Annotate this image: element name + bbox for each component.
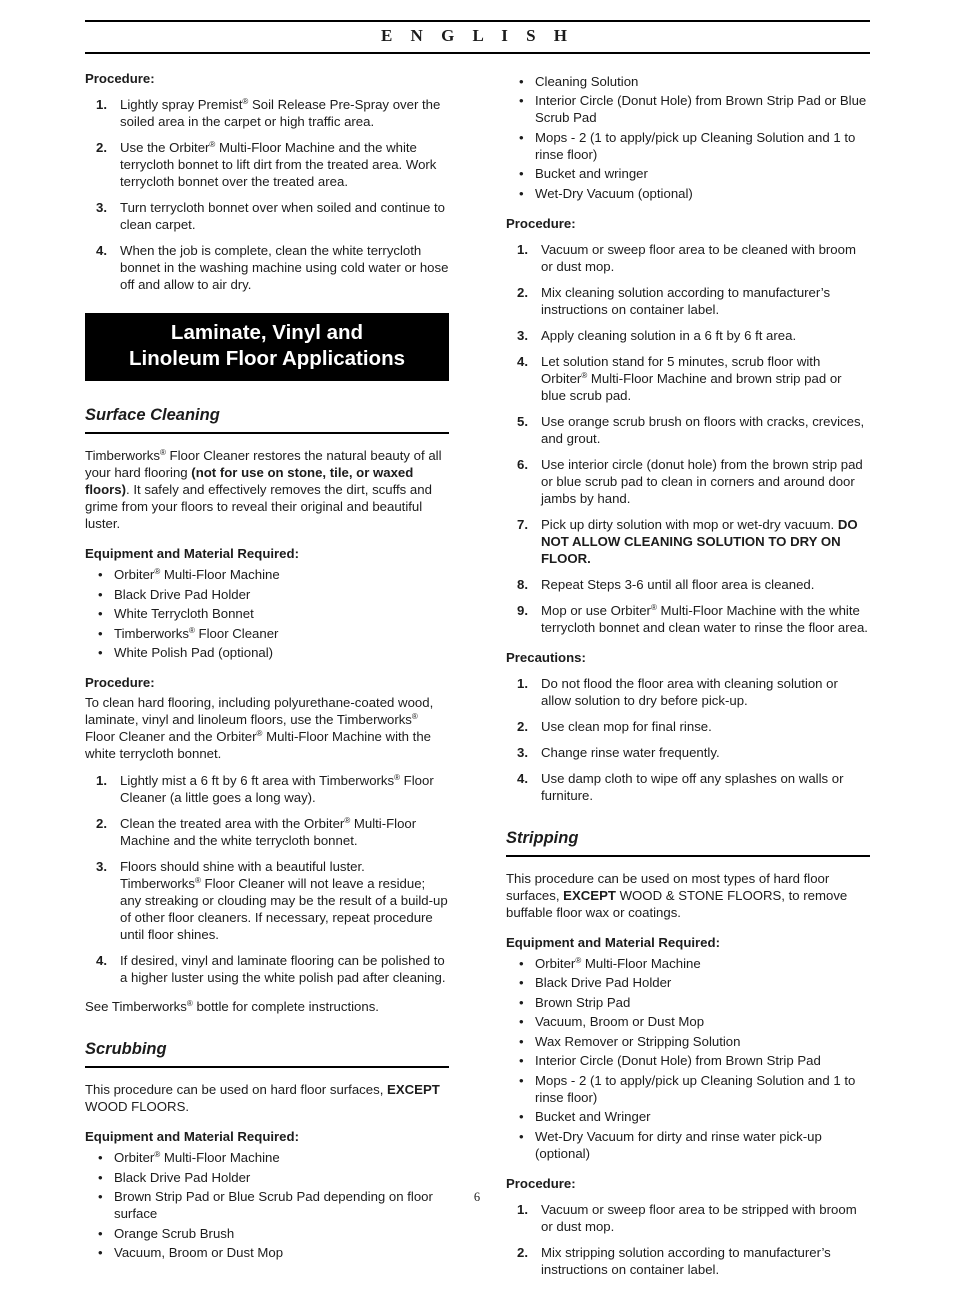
paragraph: This procedure can be used on hard floor surfaces, EXCEPT WOOD FLOORS. [85, 1082, 440, 1114]
item-text: Clean the treated area with the Orbiter® Multi-Floor Machine and the white terrycloth bonnet. [120, 816, 417, 848]
item-text: White Polish Pad (optional) [114, 645, 274, 660]
page-number: 6 [473, 1190, 481, 1204]
numbered-item [85, 242, 449, 293]
numbered-list [85, 96, 449, 293]
registered-mark: ® [188, 625, 195, 635]
subheading: Precautions: [506, 649, 586, 665]
item-text: Vacuum, Broom or Dust Mop [535, 1014, 705, 1029]
bullet-icon: • [519, 994, 524, 1010]
numbered-item [85, 96, 449, 130]
numbered-item [506, 576, 870, 593]
registered-mark: ® [575, 955, 582, 965]
registered-mark: ® [194, 876, 201, 885]
item-number: 4. [96, 243, 107, 258]
item-text: Brown Strip Pad [535, 994, 631, 1010]
registered-mark: ® [411, 712, 418, 721]
item-text: Mop or use Orbiter® Multi-Floor Machine with the white terrycloth bonnet and clean water to rinse the floor area. [541, 602, 868, 635]
item-text: Timberworks® Floor Cleaner [114, 625, 279, 641]
item-number: 1. [96, 97, 107, 112]
bullet-icon: • [519, 166, 524, 181]
bullet-icon: • [519, 1033, 524, 1049]
paragraph: Timberworks® Floor Cleaner restores the natural beauty of all your hard flooring (not for use on stone, tile, or waxed floors). It safely and effectively removes the dirt, scuffs and grime from your floors to reveal their original and beautiful luster. [85, 448, 442, 531]
bullet-icon: • [519, 129, 524, 145]
item-text: Bucket and wringer [535, 166, 648, 181]
bullet-icon: • [519, 1072, 524, 1088]
item-number: 8. [517, 576, 528, 592]
bullet-item [85, 605, 449, 622]
numbered-item [85, 952, 449, 986]
numbered-item [506, 413, 870, 447]
item-text: Turn terrycloth bonnet over when soiled and continue to clean carpet. [120, 200, 445, 232]
item-number: 3. [96, 859, 107, 874]
bullet-icon: • [98, 625, 103, 641]
numbered-item [506, 284, 870, 318]
item-text: Orbiter® Multi-Floor Machine [535, 955, 701, 971]
bullet-icon: • [98, 1245, 103, 1260]
bullet-list [506, 955, 870, 1162]
item-text: Black Drive Pad Holder [114, 1169, 251, 1185]
bullet-item [85, 1169, 449, 1186]
numbered-item [85, 199, 449, 233]
bullet-item [506, 955, 870, 972]
item-text: Use the Orbiter® Multi-Floor Machine and the white terrycloth bonnet to lift dirt from the treated area. Work terrycloth bonnet over the treated area. [120, 140, 437, 189]
numbered-item [506, 744, 870, 761]
paragraph: See Timberworks® bottle for complete instructions. [85, 999, 379, 1014]
bullet-item [506, 1013, 870, 1030]
bullet-icon: • [519, 1109, 524, 1124]
registered-mark: ® [256, 729, 263, 738]
item-text: Interior Circle (Donut Hole) from Brown Strip Pad or Blue Scrub Pad [535, 93, 867, 125]
item-text: Wet-Dry Vacuum for dirty and rinse water pick-up (optional) [535, 1128, 822, 1161]
numbered-item [506, 456, 870, 507]
item-number: 3. [96, 200, 107, 215]
item-number: 3. [517, 744, 528, 760]
bullet-icon: • [519, 73, 524, 89]
bullet-item [506, 1033, 870, 1050]
item-text: Lightly mist a 6 ft by 6 ft area with Timberworks® Floor Cleaner (a little goes a long way). [120, 773, 434, 805]
bullet-item [85, 625, 449, 642]
bullet-icon: • [98, 567, 103, 582]
item-number: 6. [517, 456, 528, 472]
bullet-item [85, 566, 449, 583]
section-heading: Stripping [506, 828, 870, 857]
bullet-item [85, 586, 449, 603]
item-text: Wet-Dry Vacuum (optional) [535, 185, 693, 201]
item-text: Use clean mop for final rinse. [541, 718, 712, 734]
bullet-item [85, 1149, 449, 1166]
numbered-item [85, 858, 449, 943]
registered-mark: ® [159, 448, 166, 457]
bullet-icon: • [519, 1014, 524, 1029]
item-text: Orbiter® Multi-Floor Machine [114, 567, 280, 582]
numbered-item [85, 815, 449, 849]
bullet-list [506, 73, 870, 202]
numbered-item [506, 1201, 870, 1235]
bullet-item [85, 1244, 449, 1261]
bullet-icon: • [519, 975, 524, 990]
numbered-item [85, 772, 449, 806]
item-text: Interior Circle (Donut Hole) from Brown Strip Pad [535, 1053, 821, 1068]
item-text: When the job is complete, clean the white terrycloth bonnet in the washing machine using cold water or hose off and allow to air dry. [120, 243, 449, 292]
registered-mark: ® [650, 602, 657, 612]
numbered-item [506, 718, 870, 735]
registered-mark: ® [209, 140, 216, 149]
numbered-list [506, 1201, 870, 1278]
bullet-list [85, 566, 449, 661]
bullet-icon: • [98, 1225, 103, 1241]
item-text: Pick up dirty solution with mop or wet-dry vacuum. DO NOT ALLOW CLEANING SOLUTION TO DRY ON FLOOR. [541, 516, 858, 566]
item-text: Brown Strip Pad or Blue Scrub Pad depending on floor surface [114, 1189, 433, 1221]
bullet-item [85, 1225, 449, 1242]
item-text: Orange Scrub Brush [114, 1225, 235, 1241]
item-text: Wax Remover or Stripping Solution [535, 1033, 741, 1049]
item-number: 2. [517, 1244, 528, 1260]
paragraph: This procedure can be used on most types of hard floor surfaces, EXCEPT WOOD & STONE FLOORS, to remove buffable floor wax or coatings. [506, 870, 848, 920]
bullet-item [506, 1128, 870, 1162]
numbered-list [85, 772, 449, 986]
item-number: 1. [517, 675, 528, 691]
item-text: Mops - 2 (1 to apply/pick up Cleaning Solution and 1 to rinse floor) [535, 1072, 856, 1105]
item-number: 7. [517, 516, 528, 532]
registered-mark: ® [242, 97, 249, 106]
bullet-icon: • [98, 586, 103, 602]
section-heading: Scrubbing [85, 1039, 449, 1068]
item-text: Orbiter® Multi-Floor Machine [114, 1150, 280, 1165]
numbered-item [506, 675, 870, 709]
two-column-layout [85, 70, 870, 1290]
numbered-item [506, 241, 870, 275]
numbered-list [506, 241, 870, 636]
item-text: Black Drive Pad Holder [535, 975, 672, 990]
item-number: 4. [517, 770, 528, 786]
bullet-icon: • [98, 1150, 103, 1165]
item-text: Lightly spray Premist® Soil Release Pre-Spray over the soiled area in the carpet or high traffic area. [120, 97, 441, 129]
item-number: 1. [96, 773, 107, 788]
subheading: Equipment and Material Required: [85, 546, 299, 561]
bullet-icon: • [519, 955, 524, 971]
registered-mark: ® [581, 370, 588, 380]
item-text: Vacuum or sweep floor area to be cleaned with broom or dust mop. [541, 241, 856, 274]
item-text: Mix stripping solution according to manufacturer’s instructions on container label. [541, 1244, 831, 1277]
bullet-icon: • [98, 1169, 103, 1185]
bullet-item [506, 92, 870, 126]
item-number: 2. [96, 816, 107, 831]
item-text: Vacuum or sweep floor area to be stripped with broom or dust mop. [541, 1201, 857, 1234]
item-text: Mops - 2 (1 to apply/pick up Cleaning Solution and 1 to rinse floor) [535, 129, 856, 162]
numbered-list [506, 675, 870, 804]
numbered-item [85, 139, 449, 190]
item-number: 1. [517, 1201, 528, 1217]
item-text: Mix cleaning solution according to manufacturer’s instructions on container label. [541, 284, 831, 317]
bullet-icon: • [98, 606, 103, 621]
registered-mark: ® [344, 816, 351, 825]
bullet-list [85, 1149, 449, 1261]
item-text: Floors should shine with a beautiful luster. Timberworks® Floor Cleaner will not leave a residue; any streaking or clouding may be the result of a build-up of other floor cleaners. If necessary, repeat procedure until floor shines. [120, 859, 448, 942]
item-number: 1. [517, 241, 528, 257]
registered-mark: ® [154, 1150, 161, 1159]
item-text: Change rinse water frequently. [541, 744, 720, 760]
item-text: Vacuum, Broom or Dust Mop [114, 1245, 284, 1260]
item-number: 5. [517, 413, 528, 429]
subheading: Procedure: [85, 675, 155, 690]
numbered-item [506, 327, 870, 344]
numbered-item [506, 770, 870, 804]
section-banner [85, 313, 449, 381]
numbered-item [506, 602, 870, 636]
bullet-item [506, 129, 870, 163]
bullet-icon: • [98, 1189, 103, 1204]
subheading: Procedure: [506, 1175, 576, 1191]
item-text: White Terrycloth Bonnet [114, 606, 254, 621]
item-text: Use damp cloth to wipe off any splashes on walls or furniture. [541, 770, 844, 803]
bullet-icon: • [519, 1128, 524, 1144]
item-number: 9. [517, 602, 528, 618]
bullet-item [506, 1108, 870, 1125]
item-number: 4. [517, 353, 528, 369]
item-text: Use orange scrub brush on floors with cracks, crevices, and grout. [541, 413, 865, 446]
bullet-icon: • [519, 185, 524, 201]
item-text: Apply cleaning solution in a 6 ft by 6 ft area. [541, 327, 797, 343]
registered-mark: ® [186, 999, 193, 1008]
item-number: 2. [517, 284, 528, 300]
item-text: Cleaning Solution [535, 73, 639, 89]
paragraph: To clean hard flooring, including polyurethane-coated wood, laminate, vinyl and linoleum floors, use the Timberworks® Floor Cleaner and the Orbiter® Multi-Floor Machine with the white terrycloth bonnet. [85, 695, 434, 761]
item-number: 4. [96, 953, 107, 968]
bullet-icon: • [98, 645, 103, 660]
item-text: Do not flood the floor area with cleaning solution or allow solution to dry before pick-up. [541, 675, 838, 708]
bullet-item [506, 165, 870, 182]
language-header: E N G L I S H [380, 26, 575, 45]
left-column [85, 70, 449, 1271]
bullet-item [506, 1072, 870, 1106]
subheading: Equipment and Material Required: [506, 934, 720, 950]
item-number: 2. [517, 718, 528, 734]
bullet-item [506, 1052, 870, 1069]
item-text: Bucket and Wringer [535, 1109, 651, 1124]
item-number: 2. [96, 140, 107, 155]
registered-mark: ® [154, 567, 161, 576]
bullet-item [506, 974, 870, 991]
right-column [506, 70, 870, 1290]
section-heading: Surface Cleaning [85, 405, 449, 434]
header-rule-bottom [85, 52, 870, 54]
bullet-item [506, 185, 870, 202]
numbered-item [506, 516, 870, 567]
bullet-item [506, 994, 870, 1011]
item-text: Use interior circle (donut hole) from the brown strip pad or blue scrub pad to clean in corners and around door jambs by hand. [541, 456, 863, 506]
banner-line: Laminate, Vinyl and [170, 321, 364, 344]
bullet-item [85, 644, 449, 661]
subheading: Procedure: [85, 71, 155, 86]
numbered-item [506, 1244, 870, 1278]
banner-line: Linoleum Floor Applications [129, 347, 405, 370]
item-text: Repeat Steps 3-6 until all floor area is cleaned. [541, 576, 815, 592]
bullet-icon: • [519, 93, 524, 108]
item-number: 3. [517, 327, 528, 343]
bullet-item [506, 73, 870, 90]
bullet-icon: • [519, 1053, 524, 1068]
item-text: Let solution stand for 5 minutes, scrub floor with Orbiter® Multi-Floor Machine and brown strip pad or blue scrub pad. [541, 353, 842, 403]
registered-mark: ® [394, 773, 401, 782]
item-text: Black Drive Pad Holder [114, 586, 251, 602]
subheading: Procedure: [506, 215, 576, 231]
subheading: Equipment and Material Required: [85, 1129, 299, 1144]
numbered-item [506, 353, 870, 404]
item-text: If desired, vinyl and laminate flooring can be polished to a higher luster using the white polish pad after cleaning. [120, 953, 446, 985]
